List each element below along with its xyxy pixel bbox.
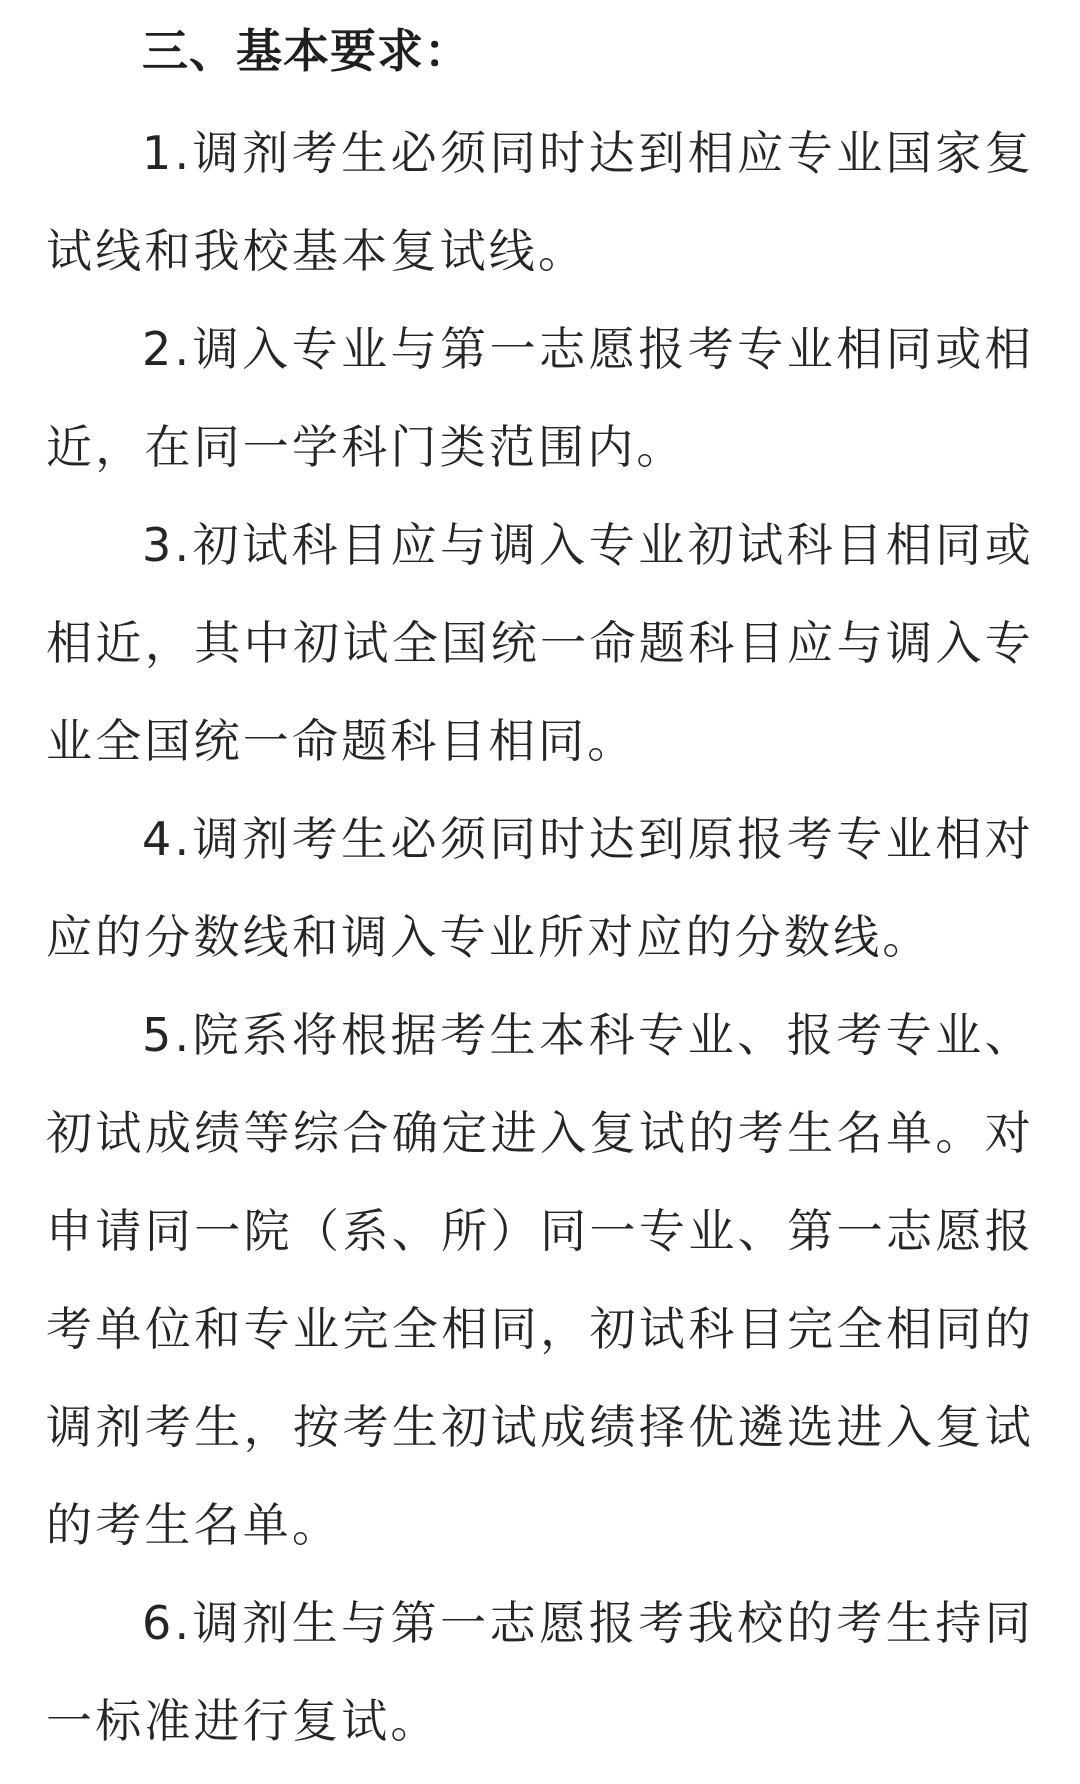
section-heading: 三、基本要求： [142,24,471,78]
requirement-item-2: 2.调入专业与第一志愿报考专业相同或相近，在同一学科门类范围内。 [46,322,1034,474]
requirement-item-1: 1.调剂考生必须同时达到相应专业国家复试线和我校基本复试线。 [46,126,1034,278]
requirement-item-5: 5.院系将根据考生本科专业、报考专业、初试成绩等综合确定进入复试的考生名单。对申请同一院（系、所）同一专业、第一志愿报考单位和专业完全相同，初试科目完全相同的调剂考生，按考生初试成绩择优遴选进入复试的考生名单。 [46,1008,1034,1552]
requirement-item-3: 3.初试科目应与调入专业初试科目相同或相近，其中初试全国统一命题科目应与调入专业全国统一命题科目相同。 [46,518,1034,768]
requirement-item-4: 4.调剂考生必须同时达到原报考专业相对应的分数线和调入专业所对应的分数线。 [46,812,1034,964]
requirement-item-6: 6.调剂生与第一志愿报考我校的考生持同一标准进行复试。 [46,1596,1034,1748]
